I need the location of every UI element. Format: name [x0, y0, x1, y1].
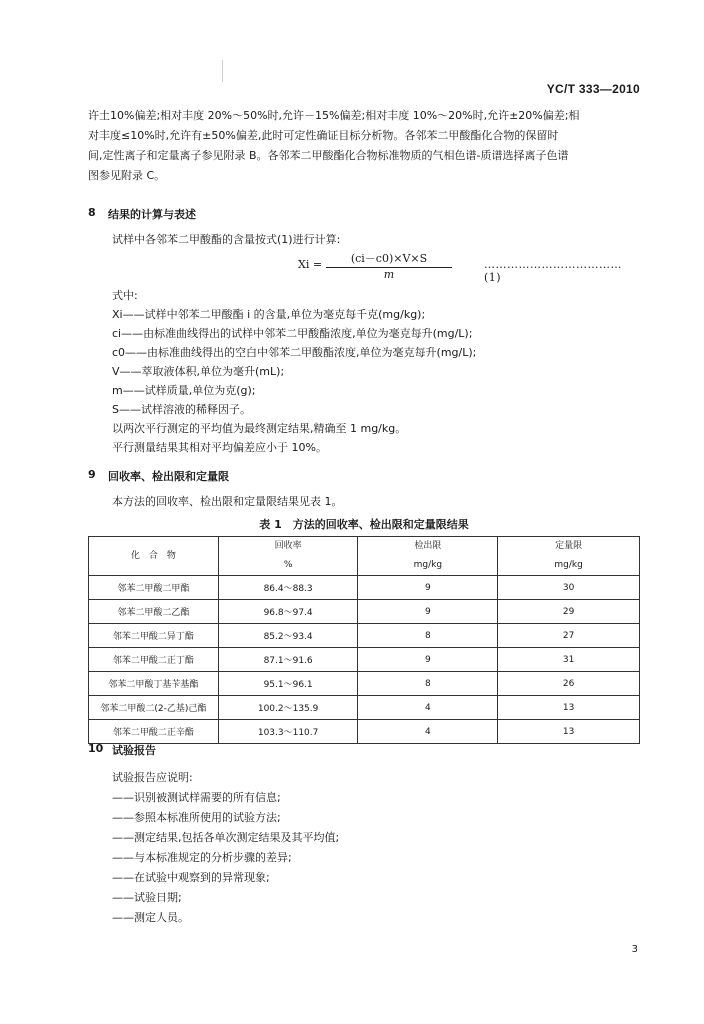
cell-recovery: 100.2～135.9 [218, 696, 358, 720]
formula-fraction [326, 250, 452, 281]
section-10-number: 10 [88, 742, 104, 755]
cell-loq: 29 [498, 600, 640, 624]
table-row [89, 576, 640, 600]
section-8-intro: 试样中各邻苯二甲酸酯的含量按式(1)进行计算: [112, 233, 341, 246]
cell-recovery: 95.1～96.1 [218, 672, 358, 696]
cell-lod: 9 [358, 576, 498, 600]
result-note-2: 平行测量结果其相对平均偏差应小于 10%。 [112, 441, 327, 454]
table-row [89, 696, 640, 720]
cell-recovery: 96.8～97.4 [218, 600, 358, 624]
cell-compound: 邻苯二甲酸二异丁酯 [89, 624, 219, 648]
report-item: ——在试验中观察到的异常现象; [112, 871, 270, 884]
table-row [89, 624, 640, 648]
variable-item: c0——由标准曲线得出的空白中邻苯二甲酸酯浓度,单位为毫克每升(mg/L); [112, 346, 477, 359]
results-table [88, 536, 640, 744]
page-number: 3 [631, 944, 638, 955]
header-loq-unit: mg/kg [498, 556, 640, 576]
header-lod-unit: mg/kg [358, 556, 498, 576]
section-8-number: 8 [88, 206, 96, 219]
formula-denominator: m [383, 268, 395, 281]
formula-lhs: Xi = [298, 258, 323, 271]
intro-line: 对丰度≤10%时,允许有±50%偏差,此时可定性确证目标分析物。各邻苯二甲酸酯化合物的保留时 [88, 129, 559, 142]
cell-loq: 26 [498, 672, 640, 696]
intro-line: 图参见附录 C。 [88, 169, 166, 182]
intro-line: 许土10%偏差;相对丰度 20%～50%时,允许－15%偏差;相对丰度 10%～20%时,允许±20%偏差;相 [88, 109, 580, 122]
variable-item: ci——由标准曲线得出的试样中邻苯二甲酸酯浓度,单位为毫克每升(mg/L); [112, 327, 473, 340]
cell-recovery: 103.3～110.7 [218, 720, 358, 744]
table-row [89, 720, 640, 744]
report-item: ——测定人员。 [112, 911, 189, 924]
section-10-title: 试验报告 [112, 744, 156, 757]
cell-compound: 邻苯二甲酸二甲酯 [89, 576, 219, 600]
cell-recovery: 87.1～91.6 [218, 648, 358, 672]
header-loq: 定量限 [498, 537, 640, 557]
section-9-intro: 本方法的回收率、检出限和定量限结果见表 1。 [112, 495, 343, 508]
header-recovery-unit: % [218, 556, 358, 576]
cell-recovery: 86.4～88.3 [218, 576, 358, 600]
cell-compound: 邻苯二甲酸二正丁酯 [89, 648, 219, 672]
formula-numerator: (ci－c0)×V×S [326, 250, 452, 268]
header-compound: 化 合 物 [89, 537, 219, 576]
header-recovery: 回收率 [218, 537, 358, 557]
standard-code: YC/T 333—2010 [546, 82, 640, 96]
table-row [89, 672, 640, 696]
report-item: ——识别被测试样需要的所有信息; [112, 791, 281, 804]
cell-lod: 8 [358, 624, 498, 648]
cell-lod: 9 [358, 648, 498, 672]
table-row [89, 600, 640, 624]
cell-lod: 9 [358, 600, 498, 624]
table-caption: 表 1 方法的回收率、检出限和定量限结果 [259, 518, 469, 531]
variable-item: m——试样质量,单位为克(g); [112, 384, 256, 397]
where-label: 式中: [112, 289, 138, 302]
variable-item: S——试样溶液的稀释因子。 [112, 403, 251, 416]
report-item: ——参照本标准所使用的试验方法; [112, 811, 281, 824]
cell-lod: 4 [358, 720, 498, 744]
cell-lod: 4 [358, 696, 498, 720]
variable-item: Xi——试样中邻苯二甲酸酯 i 的含量,单位为毫克每千克(mg/kg); [112, 308, 426, 321]
report-item: ——测定结果,包括各单次测定结果及其平均值; [112, 831, 340, 844]
formula-1 [298, 250, 638, 284]
cell-lod: 8 [358, 672, 498, 696]
cell-loq: 30 [498, 576, 640, 600]
cell-loq: 13 [498, 720, 640, 744]
report-item: ——与本标准规定的分析步骤的差异; [112, 851, 292, 864]
cell-compound: 邻苯二甲酸二乙酯 [89, 600, 219, 624]
section-9-number: 9 [88, 468, 96, 481]
formula-number: ………………………………(1) [484, 258, 622, 284]
section-9-title: 回收率、检出限和定量限 [108, 470, 229, 483]
cell-loq: 31 [498, 648, 640, 672]
section-8-title: 结果的计算与表述 [108, 208, 196, 221]
variable-item: V——萃取液体积,单位为毫升(mL); [112, 365, 285, 378]
cell-compound: 邻苯二甲酸丁基苄基酯 [89, 672, 219, 696]
header-lod: 检出限 [358, 537, 498, 557]
report-item: ——试验日期; [112, 891, 182, 904]
cell-loq: 13 [498, 696, 640, 720]
cell-compound: 邻苯二甲酸二正辛酯 [89, 720, 219, 744]
table-row [89, 648, 640, 672]
cell-recovery: 85.2～93.4 [218, 624, 358, 648]
cell-compound: 邻苯二甲酸二(2-乙基)己酯 [89, 696, 219, 720]
result-note-1: 以两次平行测定的平均值为最终测定结果,精确至 1 mg/kg。 [112, 422, 407, 435]
cell-loq: 27 [498, 624, 640, 648]
intro-line: 间,定性离子和定量离子参见附录 B。各邻苯二甲酸酯化合物标准物质的气相色谱-质谱选择离子色谱 [88, 149, 569, 162]
section-10-intro: 试验报告应说明: [112, 771, 193, 784]
scan-artifact [222, 60, 223, 82]
